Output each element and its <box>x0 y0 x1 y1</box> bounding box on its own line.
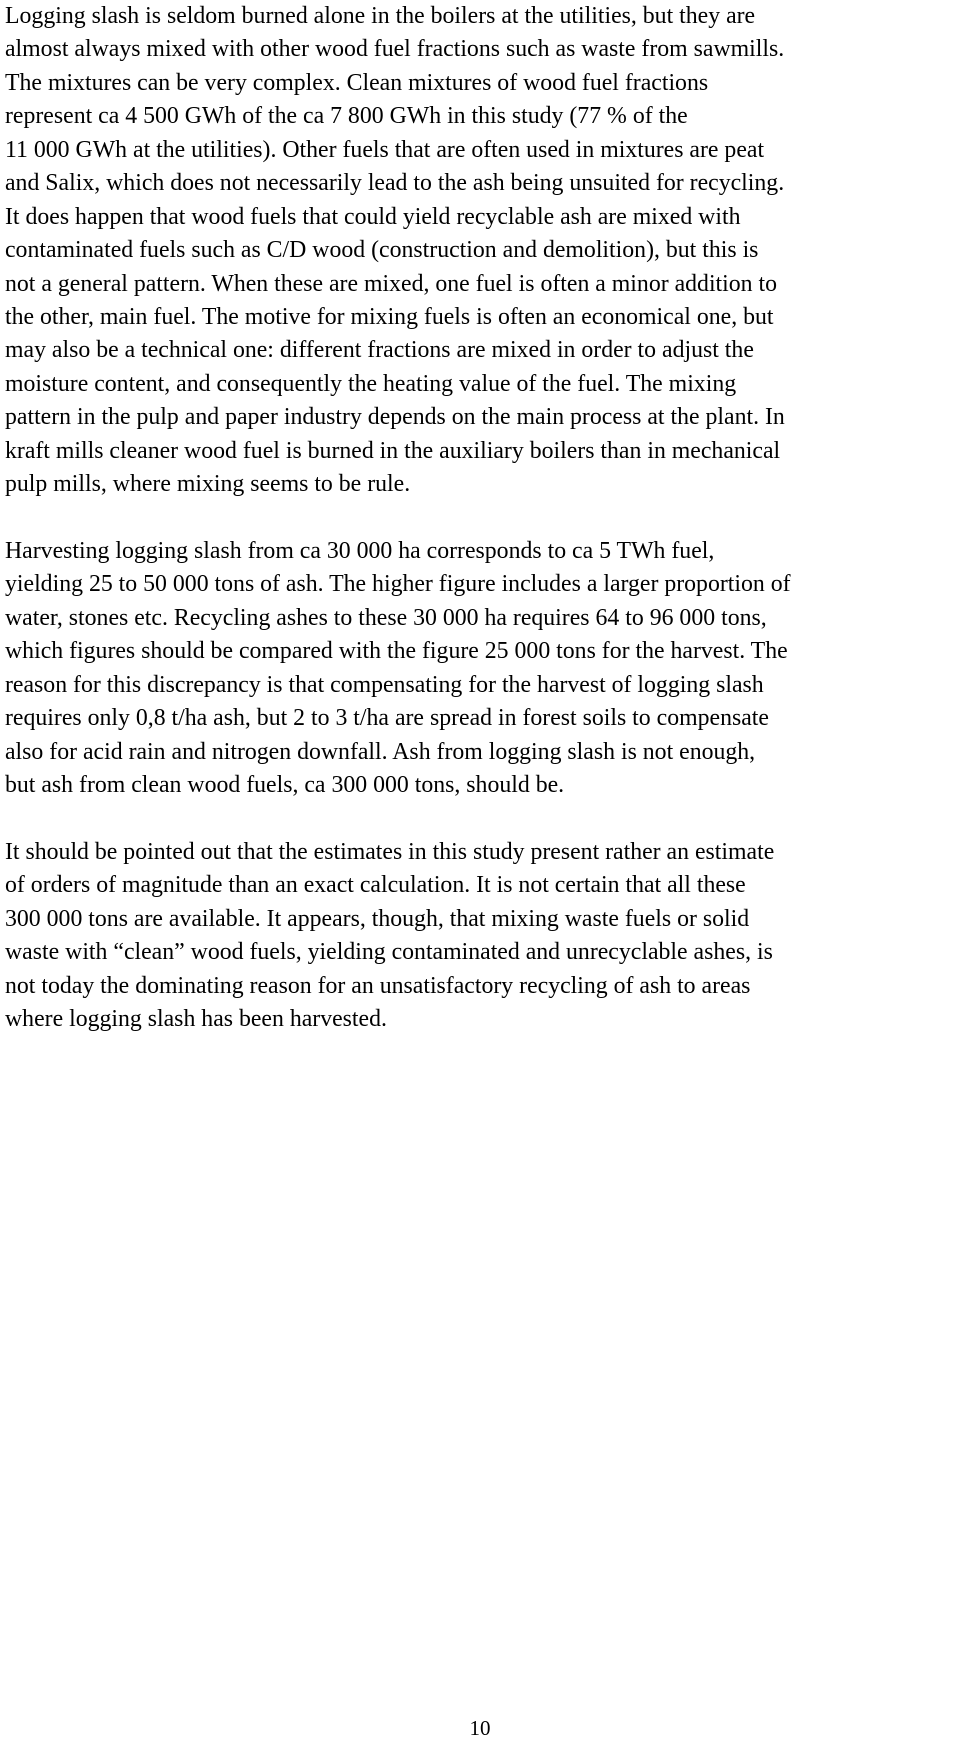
text-line: contaminated fuels such as C/D wood (construction and demolition), but this is <box>5 237 759 264</box>
document-body <box>5 0 955 1037</box>
text-line: 300 000 tons are available. It appears, though, that mixing waste fuels or solid <box>5 905 750 932</box>
text-line: yielding 25 to 50 000 tons of ash. The higher figure includes a larger proportion of <box>5 571 791 598</box>
text-line: waste with “clean” wood fuels, yielding contaminated and unrecyclable ashes, is <box>5 939 773 966</box>
text-line: moisture content, and consequently the heating value of the fuel. The mixing <box>5 370 737 397</box>
text-line: pattern in the pulp and paper industry depends on the main process at the plant. In <box>5 404 785 431</box>
text-line: Logging slash is seldom burned alone in the boilers at the utilities, but they are <box>5 3 756 29</box>
text-line: not a general pattern. When these are mixed, one fuel is often a minor addition to <box>5 270 778 297</box>
text-line: but ash from clean wood fuels, ca 300 000 tons, should be. <box>5 772 565 799</box>
text-line: not today the dominating reason for an unsatisfactory recycling of ash to areas <box>5 972 751 999</box>
text-line: It should be pointed out that the estimates in this study present rather an estimate <box>5 838 775 865</box>
text-line: pulp mills, where mixing seems to be rule. <box>5 471 411 498</box>
text-line: requires only 0,8 t/ha ash, but 2 to 3 t/ha are spread in forest soils to compensate <box>5 705 769 732</box>
document-page <box>5 0 955 1745</box>
text-line: may also be a technical one: different fractions are mixed in order to adjust the <box>5 337 754 364</box>
paragraph-estimates-note <box>5 836 955 1037</box>
text-line: It does happen that wood fuels that could yield recyclable ash are mixed with <box>5 203 741 230</box>
page-number: 10 <box>469 1716 491 1740</box>
text-line: represent ca 4 500 GWh of the ca 7 800 GWh in this study (77 % of the <box>5 103 688 130</box>
text-line: almost always mixed with other wood fuel fractions such as waste from sawmills. <box>5 36 785 63</box>
text-line: the other, main fuel. The motive for mixing fuels is often an economical one, but <box>5 303 774 330</box>
text-line: reason for this discrepancy is that compensating for the harvest of logging slash <box>5 671 764 698</box>
paragraph-logging-slash-harvest <box>5 535 955 803</box>
text-line: kraft mills cleaner wood fuel is burned in the auxiliary boilers than in mechanical <box>5 437 781 464</box>
text-line: The mixtures can be very complex. Clean mixtures of wood fuel fractions <box>5 69 709 96</box>
text-line: which figures should be compared with the figure 25 000 tons for the harvest. The <box>5 638 788 665</box>
text-line: Harvesting logging slash from ca 30 000 ha corresponds to ca 5 TWh fuel, <box>5 538 715 564</box>
text-line: and Salix, which does not necessarily lead to the ash being unsuited for recycling. <box>5 170 785 197</box>
text-line: of orders of magnitude than an exact calculation. It is not certain that all these <box>5 872 746 899</box>
text-line: where logging slash has been harvested. <box>5 1006 387 1033</box>
paragraph-wood-fuel-mixtures <box>5 0 955 502</box>
text-line: water, stones etc. Recycling ashes to these 30 000 ha requires 64 to 96 000 tons, <box>5 604 767 631</box>
text-line: also for acid rain and nitrogen downfall. Ash from logging slash is not enough, <box>5 738 756 765</box>
text-line: 11 000 GWh at the utilities). Other fuels that are often used in mixtures are peat <box>5 136 765 163</box>
